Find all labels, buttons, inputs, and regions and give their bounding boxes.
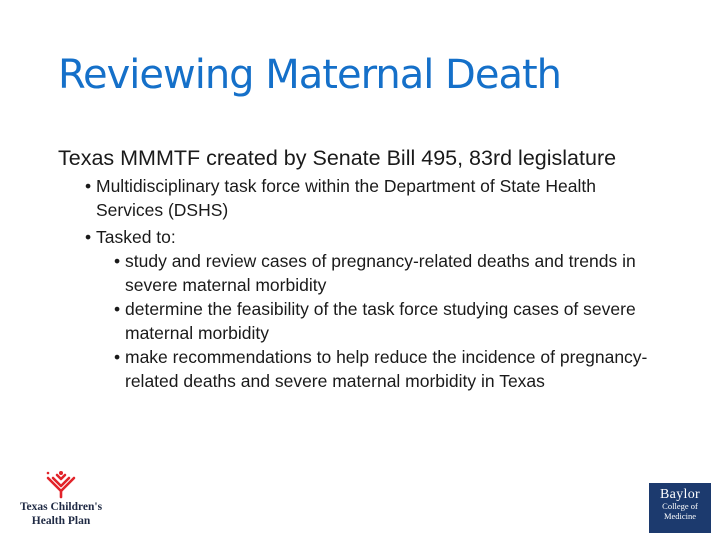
task-item <box>58 345 658 393</box>
slide-body <box>58 146 658 393</box>
sub-point <box>58 174 658 222</box>
sub-point-text: Multidisciplinary task force within the Department of State Health Services (DSHS) <box>96 176 596 220</box>
task-item-text: determine the feasibility of the task force studying cases of severe maternal morbidity <box>125 299 636 343</box>
bcm-logo-line2: College of <box>662 501 698 511</box>
slide-title: Reviewing Maternal Death <box>58 52 561 98</box>
sub-point-text: Tasked to: <box>96 227 176 247</box>
task-item-text: study and review cases of pregnancy-related deaths and trends in severe maternal morbidity <box>125 251 636 295</box>
bullet-icon: • <box>114 347 121 367</box>
task-item-text: make recommendations to help reduce the incidence of pregnancy-related deaths and severe maternal morbidity in Texas <box>125 347 648 391</box>
bcm-logo-line3: Medicine <box>663 510 697 521</box>
tch-logo-line2: Health Plan <box>31 515 91 527</box>
tch-logo-line1: Texas Children's <box>19 501 103 513</box>
task-item <box>58 297 658 345</box>
baylor-college-of-medicine-logo <box>649 483 711 533</box>
bullet-icon: • <box>85 176 92 196</box>
main-point: Texas MMMTF created by Senate Bill 495, 83rd legislature <box>58 146 617 170</box>
texas-childrens-health-plan-logo <box>6 470 116 532</box>
task-item <box>58 249 658 297</box>
sub-point <box>58 225 658 249</box>
bullet-icon: • <box>85 227 92 247</box>
tch-heart-ribbon-icon <box>44 470 78 500</box>
bcm-logo-line1: Baylor <box>660 487 700 502</box>
bullet-icon: • <box>114 251 121 271</box>
bullet-icon: • <box>114 299 121 319</box>
